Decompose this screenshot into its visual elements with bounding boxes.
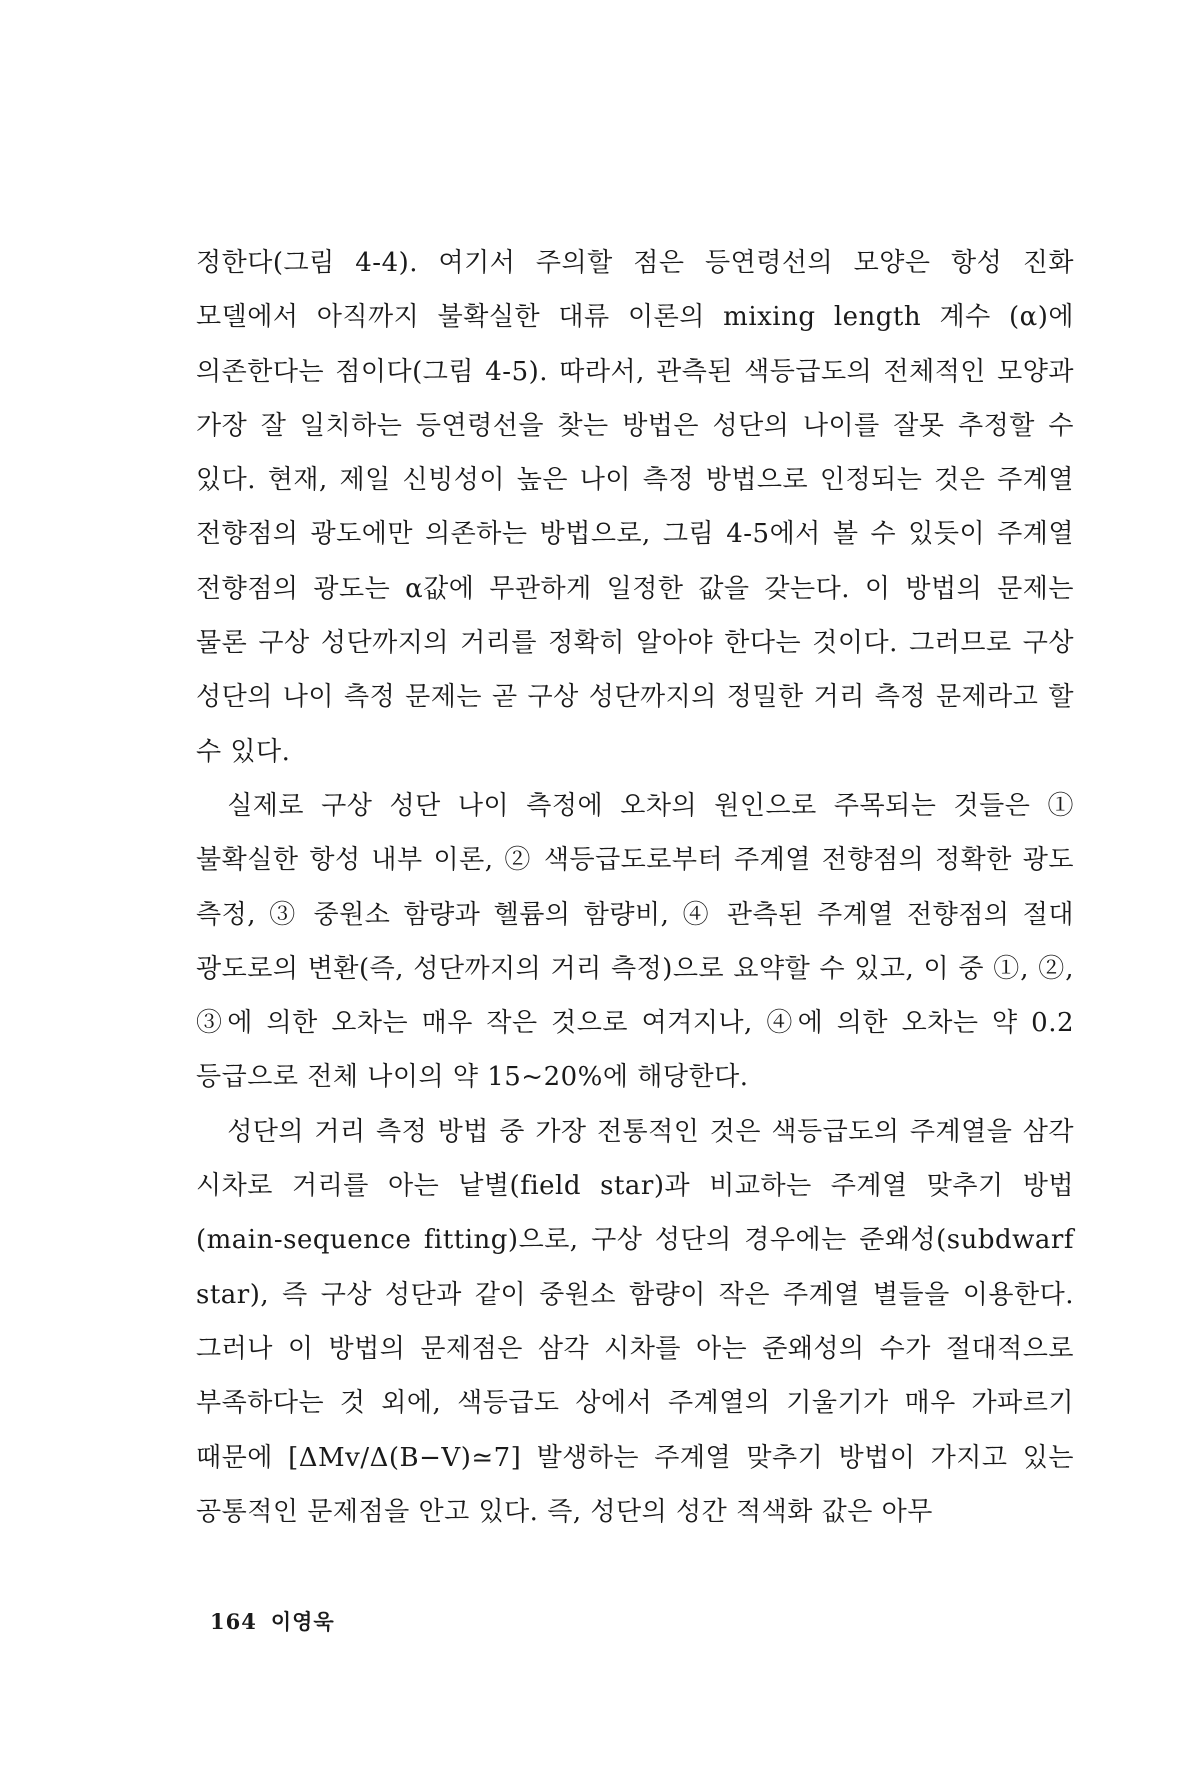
paragraph-1: 정한다(그림 4-4). 여기서 주의할 점은 등연령선의 모양은 항성 진화 모델에서 아직까지 불확실한 대류 이론의 mixing length 계수 (α)에 의존한다는 점이다(그림 4-5). 따라서, 관측된 색등급도의 전체적인 모양과 가장 잘 일치하는 등연령선을 찾는 방법은 성단의 나이를 잘못 추정할 수 있다. 현재, 제일 신빙성이 높은 나이 측정 방법으로 인정되는 것은 주계열 전향점의 광도에만 의존하는 방법으로, 그림 4-5에서 볼 수 있듯이 주계열 전향점의 광도는 α값에 무관하게 일정한 값을 갖는다. 이 방법의 문제는 물론 구상 성단까지의 거리를 정확히 알아야 한다는 것이다. 그러므로 구상 성단의 나이 측정 문제는 곧 구상 성단까지의 정밀한 거리 측정 문제라고 할 수 있다. (196, 248, 1074, 767)
author-name: 이영욱 (270, 1609, 335, 1634)
paragraph-3: 성단의 거리 측정 방법 중 가장 전통적인 것은 색등급도의 주계열을 삼각 시차로 거리를 아는 낱별(field star)과 비교하는 주계열 맞추기 방법(main-sequence fitting)으로, 구상 성단의 경우에는 준왜성(subdwarf star), 즉 구상 성단과 같이 중원소 함량이 작은 주계열 별들을 이용한다. 그러나 이 방법의 문제점은 삼각 시차를 아는 준왜성의 수가 절대적으로 부족하다는 것 외에, 색등급도 상에서 주계열의 기울기가 매우 가파르기 때문에 [ΔMv/Δ(B−V)≃7] 발생하는 주계열 맞추기 방법이 가지고 있는 공통적인 문제점을 안고 있다. 즉, 성단의 성간 적색화 값은 아무 (196, 1116, 1074, 1527)
paragraph-2: 실제로 구상 성단 나이 측정에 오차의 원인으로 주목되는 것들은 ① 불확실한 항성 내부 이론, ② 색등급도로부터 주계열 전향점의 정확한 광도 측정, ③ 중원소 함량과 헬륨의 함량비, ④ 관측된 주계열 전향점의 절대 광도로의 변환(즉, 성단까지의 거리 측정)으로 요약할 수 있고, 이 중 ①, ②, ③에 의한 오차는 매우 작은 것으로 여겨지나, ④에 의한 오차는 약 0.2 등급으로 전체 나이의 약 15~20%에 해당한다. (196, 790, 1074, 1093)
page-number: 164 (210, 1609, 257, 1634)
page-footer (210, 1606, 349, 1636)
body-text (196, 236, 1074, 1539)
